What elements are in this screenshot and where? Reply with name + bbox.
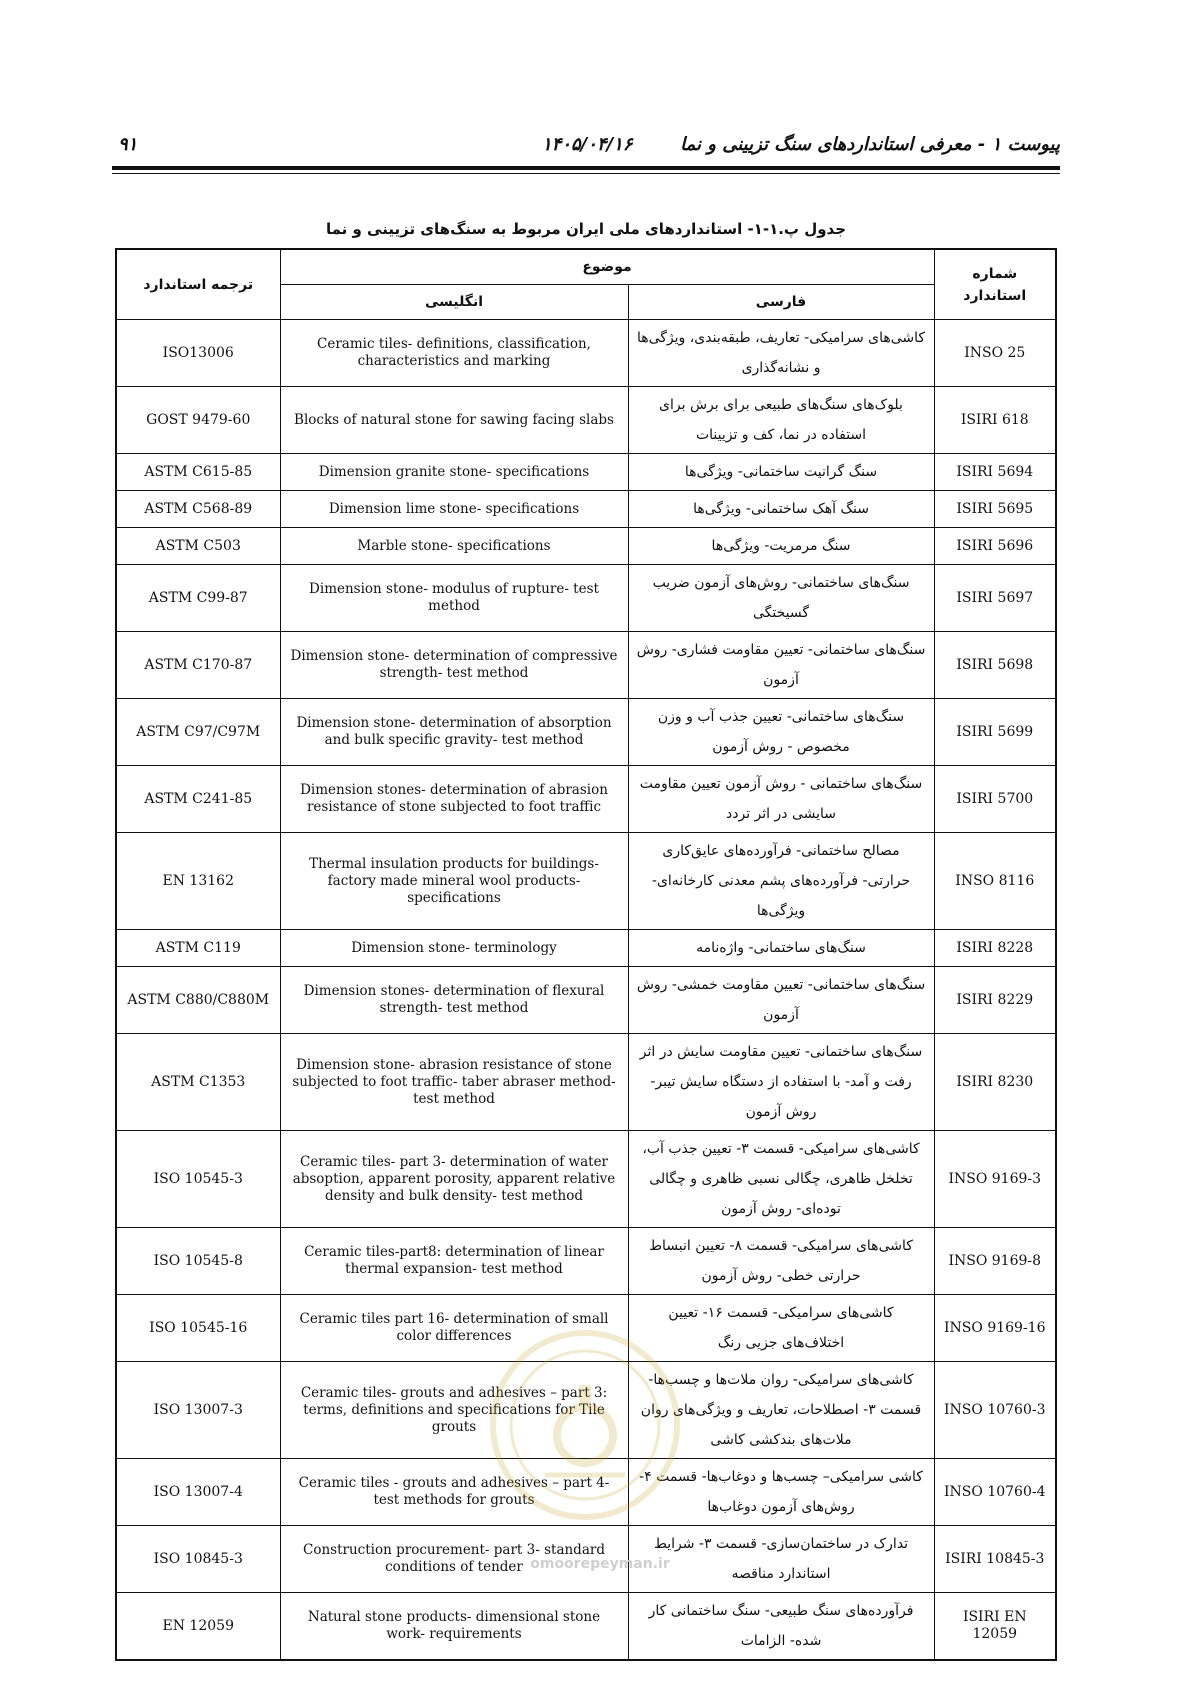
english-title-cell: Dimension stone- terminology: [280, 930, 628, 967]
table-row: [116, 454, 1056, 491]
header-rule-thin: [112, 173, 1060, 174]
table-row: [116, 320, 1056, 387]
translation-cell: ASTM C170-87: [116, 632, 280, 699]
header-number-line2: استاندارد: [963, 287, 1027, 304]
translation-cell: ISO 13007-3: [116, 1362, 280, 1459]
table-row: [116, 1295, 1056, 1362]
persian-title-cell: سنگ‌های ساختمانی- تعیین مقاومت سایش در اثر رفت و آمد- با استفاده از دستگاه سایش تیبر- روش آزمون: [628, 1034, 934, 1131]
table-row: [116, 387, 1056, 454]
table-row: [116, 528, 1056, 565]
table-row: [116, 565, 1056, 632]
header-persian: فارسی: [628, 285, 934, 320]
english-title-cell: Dimension stone- determination of compressive strength- test method: [280, 632, 628, 699]
standard-number-cell: INSO 9169-16: [934, 1295, 1056, 1362]
translation-cell: EN 13162: [116, 833, 280, 930]
translation-cell: ASTM C503: [116, 528, 280, 565]
standard-number-cell: INSO 9169-8: [934, 1228, 1056, 1295]
standard-number-cell: ISIRI 5699: [934, 699, 1056, 766]
persian-title-cell: سنگ آهک ساختمانی- ویژگی‌ها: [628, 491, 934, 528]
footer-watermark: omoorepeyman.ir: [530, 1556, 670, 1572]
table-body: [116, 320, 1056, 1661]
persian-title-cell: فرآورده‌های سنگ طبیعی- سنگ ساختمانی کار شده- الزامات: [628, 1593, 934, 1661]
english-title-cell: Dimension lime stone- specifications: [280, 491, 628, 528]
table-row: [116, 1362, 1056, 1459]
english-title-cell: Dimension stone- modulus of rupture- test method: [280, 565, 628, 632]
english-title-cell: Marble stone- specifications: [280, 528, 628, 565]
header-number-line1: شماره: [972, 265, 1018, 282]
standard-number-cell: ISIRI 5697: [934, 565, 1056, 632]
translation-cell: ASTM C615-85: [116, 454, 280, 491]
english-title-cell: Ceramic tiles-part8: determination of linear thermal expansion- test method: [280, 1228, 628, 1295]
english-title-cell: Dimension stones- determination of flexural strength- test method: [280, 967, 628, 1034]
translation-cell: ISO13006: [116, 320, 280, 387]
persian-title-cell: سنگ‌های ساختمانی- تعیین مقاومت خمشی- روش آزمون: [628, 967, 934, 1034]
standard-number-cell: INSO 10760-4: [934, 1459, 1056, 1526]
header-rule-thick: [112, 166, 1060, 170]
persian-title-cell: تدارک در ساختمان‌سازی- قسمت ۳- شرایط استاندارد مناقصه: [628, 1526, 934, 1593]
translation-cell: ASTM C568-89: [116, 491, 280, 528]
persian-title-cell: سنگ‌های ساختمانی- تعیین مقاومت فشاری- روش آزمون: [628, 632, 934, 699]
translation-cell: ASTM C1353: [116, 1034, 280, 1131]
standard-number-cell: ISIRI 5696: [934, 528, 1056, 565]
persian-title-cell: کاشی‌های سرامیکی- قسمت ۳- تعیین جذب آب، تخلخل ظاهری، چگالی نسبی ظاهری و چگالی توده‌ای- روش آزمون: [628, 1131, 934, 1228]
header-english: انگلیسی: [280, 285, 628, 320]
translation-cell: ISO 10845-3: [116, 1526, 280, 1593]
translation-cell: ASTM C99-87: [116, 565, 280, 632]
english-title-cell: Dimension stone- abrasion resistance of stone subjected to foot traffic- taber abraser method- test method: [280, 1034, 628, 1131]
translation-cell: ASTM C119: [116, 930, 280, 967]
persian-title-cell: سنگ مرمریت- ویژگی‌ها: [628, 528, 934, 565]
persian-title-cell: سنگ‌های ساختمانی- واژه‌نامه: [628, 930, 934, 967]
translation-cell: ASTM C97/C97M: [116, 699, 280, 766]
persian-title-cell: سنگ‌های ساختمانی- تعیین جذب آب و وزن مخصوص - روش آزمون: [628, 699, 934, 766]
standard-number-cell: INSO 8116: [934, 833, 1056, 930]
standard-number-cell: INSO 9169-3: [934, 1131, 1056, 1228]
table-row: [116, 1228, 1056, 1295]
standard-number-cell: ISIRI 5695: [934, 491, 1056, 528]
translation-cell: ISO 13007-4: [116, 1459, 280, 1526]
translation-cell: ASTM C880/C880M: [116, 967, 280, 1034]
table-row: [116, 967, 1056, 1034]
standard-number-cell: ISIRI 618: [934, 387, 1056, 454]
standard-number-cell: ISIRI 8228: [934, 930, 1056, 967]
persian-title-cell: کاشی‌های سرامیکی- روان ملات‌ها و چسب‌ها- قسمت ۳- اصطلاحات، تعاریف و ویژگی‌های روان ملات‌های بندکشی کاشی: [628, 1362, 934, 1459]
table-row: [116, 491, 1056, 528]
header-standard-number: [934, 249, 1056, 320]
translation-cell: GOST 9479-60: [116, 387, 280, 454]
standard-number-cell: ISIRI EN 12059: [934, 1593, 1056, 1661]
standard-number-cell: ISIRI 5694: [934, 454, 1056, 491]
table-row: [116, 1131, 1056, 1228]
table-row: [116, 1034, 1056, 1131]
table-row: [116, 833, 1056, 930]
table-row: [116, 930, 1056, 967]
english-title-cell: Dimension stones- determination of abrasion resistance of stone subjected to foot traffic: [280, 766, 628, 833]
table-row: [116, 632, 1056, 699]
translation-cell: ISO 10545-8: [116, 1228, 280, 1295]
standard-number-cell: ISIRI 10845-3: [934, 1526, 1056, 1593]
persian-title-cell: کاشی‌های سرامیکی- قسمت ۸- تعیین انبساط حرارتی خطی- روش آزمون: [628, 1228, 934, 1295]
standard-number-cell: ISIRI 8230: [934, 1034, 1056, 1131]
english-title-cell: Thermal insulation products for buildings- factory made mineral wool products- specifications: [280, 833, 628, 930]
header-title: پیوست ۱ - معرفی استانداردهای سنگ تزیینی و نما: [680, 134, 1060, 155]
standard-number-cell: INSO 25: [934, 320, 1056, 387]
page-header: [112, 128, 1060, 158]
table-row: [116, 766, 1056, 833]
table-caption: جدول پ.۱-۱- استانداردهای ملی ایران مربوط به سنگ‌های تزیینی و نما: [325, 220, 847, 238]
translation-cell: ASTM C241-85: [116, 766, 280, 833]
persian-title-cell: سنگ گرانیت ساختمانی- ویژگی‌ها: [628, 454, 934, 491]
persian-title-cell: سنگ‌های ساختمانی - روش آزمون تعیین مقاومت سایشی در اثر تردد: [628, 766, 934, 833]
header-translation: ترجمه استاندارد: [116, 249, 280, 320]
persian-title-cell: کاشی‌های سرامیکی- قسمت ۱۶- تعیین اختلاف‌های جزیی رنگ: [628, 1295, 934, 1362]
persian-title-cell: مصالح ساختمانی- فرآورده‌های عایق‌کاری حرارتی- فرآورده‌های پشم معدنی کارخانه‌ای- ویژگی‌ها: [628, 833, 934, 930]
translation-cell: ISO 10545-3: [116, 1131, 280, 1228]
english-title-cell: Ceramic tiles part 16- determination of small color differences: [280, 1295, 628, 1362]
persian-title-cell: کاشی‌های سرامیکی- تعاریف، طبقه‌بندی، ویژگی‌ها و نشانه‌گذاری: [628, 320, 934, 387]
translation-cell: EN 12059: [116, 1593, 280, 1661]
translation-cell: ISO 10545-16: [116, 1295, 280, 1362]
english-title-cell: Blocks of natural stone for sawing facing slabs: [280, 387, 628, 454]
english-title-cell: Ceramic tiles - grouts and adhesives – part 4- test methods for grouts: [280, 1459, 628, 1526]
standard-number-cell: ISIRI 5700: [934, 766, 1056, 833]
persian-title-cell: سنگ‌های ساختمانی- روش‌های آزمون ضریب گسیختگی: [628, 565, 934, 632]
english-title-cell: Dimension granite stone- specifications: [280, 454, 628, 491]
standard-number-cell: ISIRI 5698: [934, 632, 1056, 699]
english-title-cell: Ceramic tiles- definitions, classification, characteristics and marking: [280, 320, 628, 387]
english-title-cell: Ceramic tiles- part 3- determination of water absoption, apparent porosity, apparent relative density and bulk density- test method: [280, 1131, 628, 1228]
persian-title-cell: کاشی سرامیکی– چسب‌ها و دوغاب‌ها- قسمت ۴- روش‌های آزمون دوغاب‌ها: [628, 1459, 934, 1526]
english-title-cell: Construction procurement- part 3- standard conditions of tender: [280, 1526, 628, 1593]
persian-title-cell: بلوک‌های سنگ‌های طبیعی برای برش برای استفاده در نما، کف و تزیینات: [628, 387, 934, 454]
standards-table: [115, 248, 1057, 1661]
english-title-cell: Natural stone products- dimensional stone work- requirements: [280, 1593, 628, 1661]
table-row: [116, 1593, 1056, 1661]
page-number: ۹۱: [118, 134, 138, 155]
header-date: ۱۴۰۵/۰۴/۱۶: [542, 134, 633, 155]
standard-number-cell: ISIRI 8229: [934, 967, 1056, 1034]
header-subject: موضوع: [280, 249, 934, 285]
english-title-cell: Dimension stone- determination of absorption and bulk specific gravity- test method: [280, 699, 628, 766]
standard-number-cell: INSO 10760-3: [934, 1362, 1056, 1459]
english-title-cell: Ceramic tiles- grouts and adhesives – part 3: terms, definitions and specifications for Tile grouts: [280, 1362, 628, 1459]
table-row: [116, 699, 1056, 766]
table-row: [116, 1459, 1056, 1526]
